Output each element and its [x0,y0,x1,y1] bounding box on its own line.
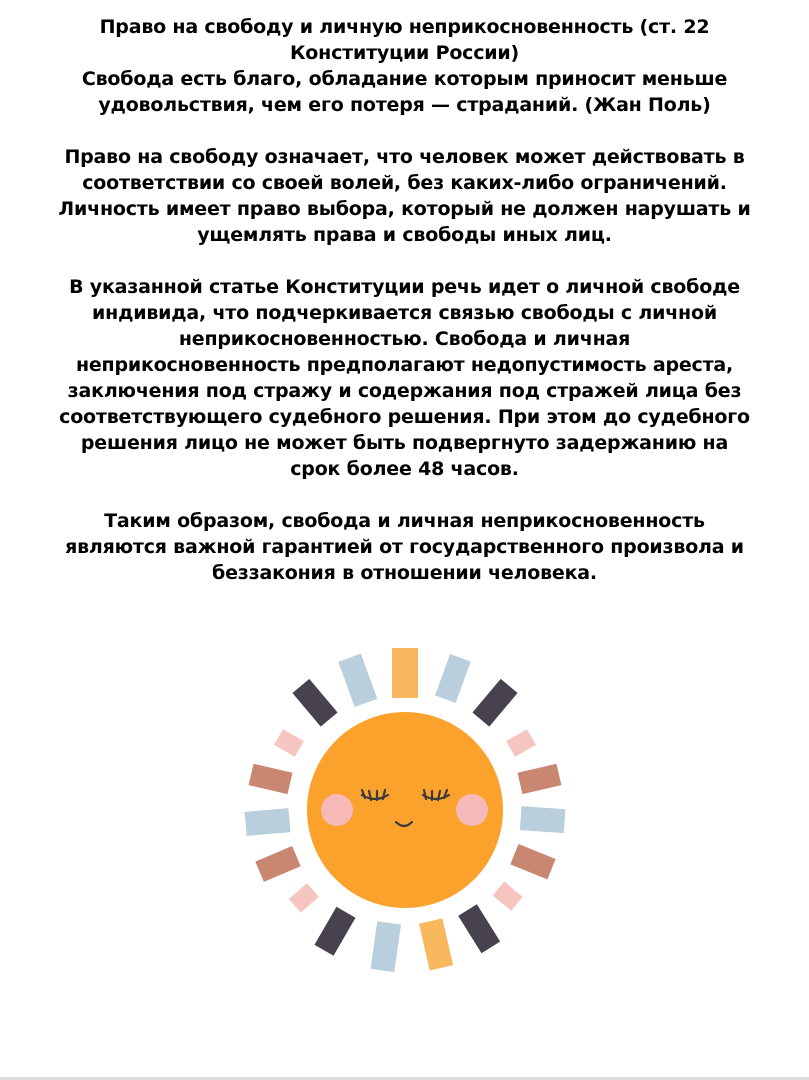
text-line: являются важной гарантией от государственного произвола и [65,536,744,558]
sun-ray [472,679,517,727]
text-line: Право на свободу означает, что человек может действовать в [64,146,745,168]
sun-ray [289,883,319,912]
text-line: заключения под стражу и содержания под стражей лица без [67,380,742,402]
text-line: В указанной статье Конституции речь идет о личной свободе [69,276,740,298]
left-cheek [321,794,353,826]
title-line: Право на свободу и личную неприкосновенность (ст. 22 [99,16,710,38]
sun-ray [419,918,453,970]
right-cheek [456,794,488,826]
text-line: Личность имеет право выбора, который не должен нарушать и [58,198,751,220]
sun-ray [520,806,566,833]
paragraph-2 [40,274,769,482]
heading-block [40,14,769,118]
sun-ray [518,764,562,794]
text-line: Таким образом, свобода и личная неприкосновенность [104,510,705,532]
sun-ray [392,648,418,698]
document-text [40,14,769,612]
sun-ray [292,679,337,727]
sun-ray [435,654,471,703]
text-line: срок более 48 часов. [290,458,519,480]
smiling-sun-icon [235,640,575,980]
sun-ray [506,729,536,757]
sun-ray [458,904,500,953]
text-line: неприкосновенностью. Свобода и личная [178,328,631,350]
text-line: неприкосновенность предполагают недопустимость ареста, [75,354,734,376]
sun-ray [274,729,304,757]
sun-ray [338,654,377,707]
sun-ray [245,808,291,836]
sun-ray [371,921,401,972]
quote-line: Свобода есть благо, обладание которым приносит меньше [81,68,728,90]
sun-ray [314,907,355,956]
text-line: решения лицо не может быть подвергнуто задержанию на [80,432,729,454]
quote-line: удовольствия, чем его потеря — страданий. (Жан Поль) [98,94,711,116]
text-line: индивида, что подчеркивается связью свободы с личной [92,302,717,324]
text-line: ущемлять права и свободы иных лиц. [197,224,612,246]
paragraph-1 [40,144,769,248]
title-line: Конституции России) [289,42,520,64]
sun-ray [249,764,293,794]
text-line: соответствующего судебного решения. При этом до судебного [59,406,750,428]
paragraph-3 [40,508,769,586]
text-line: беззакония в отношении человека. [212,562,597,584]
text-line: соответствии со своей волей, без каких-либо ограничений. [82,172,727,194]
sun-ray [255,846,300,882]
sun-ray [510,844,555,879]
sun-ray [493,882,523,911]
